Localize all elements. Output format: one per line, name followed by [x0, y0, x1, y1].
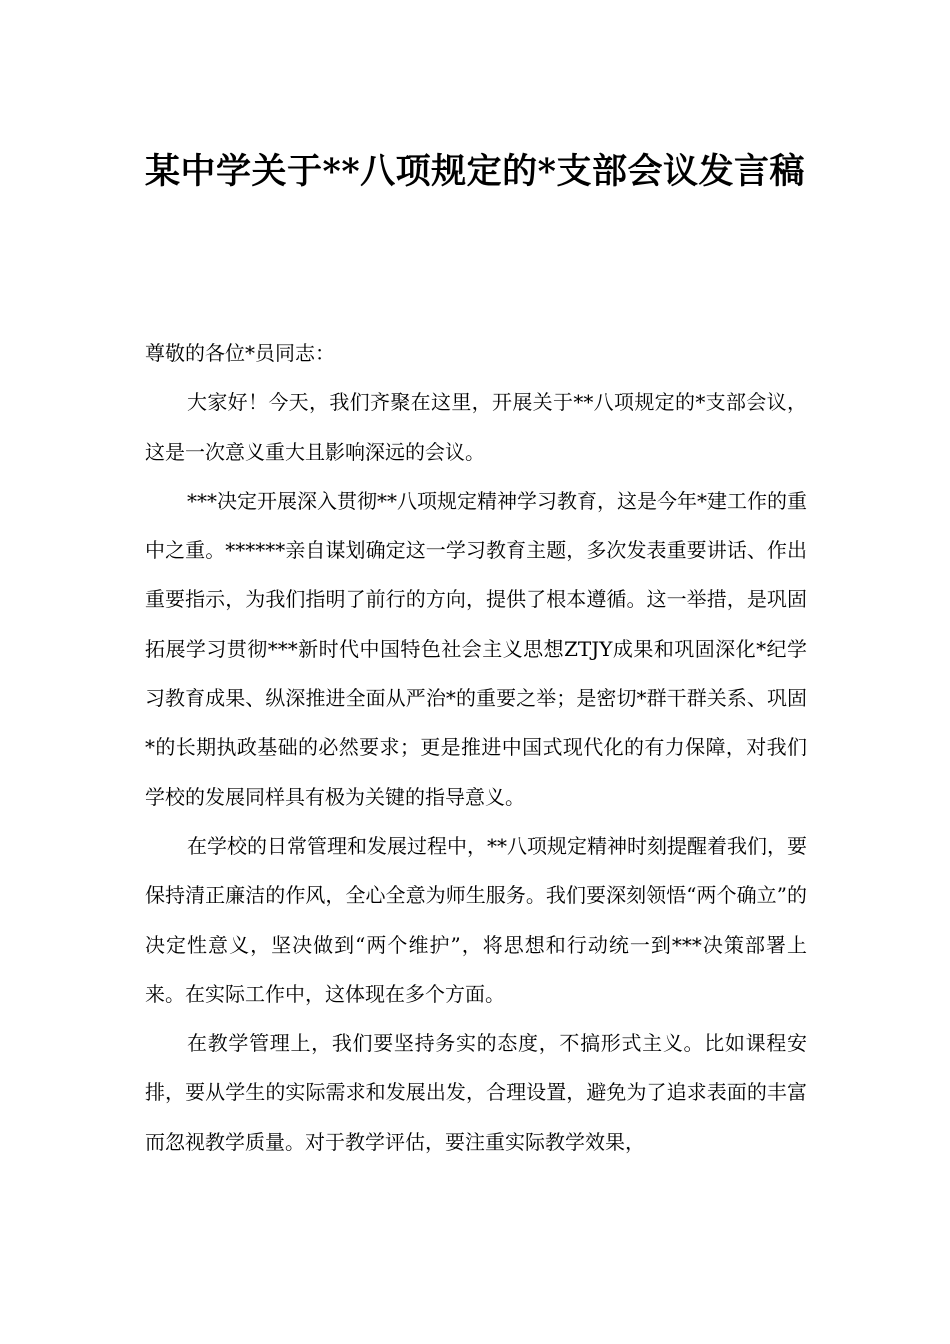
document-title: 某中学关于**八项规定的*支部会议发言稿: [145, 151, 805, 192]
document-body: [145, 329, 807, 1167]
paragraph: 在学校的日常管理和发展过程中，**八项规定精神时刻提醒着我们，要保持清正廉洁的作风，全心全意为师生服务。我们要深刻领悟“两个确立”的决定性意义，坚决做到“两个维护”，将思想和行动统一到***决策部署上来。在实际工作中，这体现在多个方面。: [145, 833, 807, 1006]
paragraph: 在教学管理上，我们要坚持务实的态度，不搞形式主义。比如课程安排，要从学生的实际需求和发展出发，合理设置，避免为了追求表面的丰富而忽视教学质量。对于教学评估，要注重实际教学效果，: [145, 1031, 807, 1154]
salutation: 尊敬的各位*员同志：: [145, 341, 335, 365]
paragraph: ***决定开展深入贯彻**八项规定精神学习教育，这是今年*建工作的重中之重。******亲自谋划确定这一学习教育主题，多次发表重要讲话、作出重要指示，为我们指明了前行的方向，提供了根本遵循。这一举措，是巩固拓展学习贯彻***新时代中国特色社会主义思想ZTJY成果和巩固深化*纪学习教育成果、纵深推进全面从严治*的重要之举；是密切*群干群关系、巩固*的长期执政基础的必然要求；更是推进中国式现代化的有力保障，对我们学校的发展同样具有极为关键的指导意义。: [145, 488, 807, 809]
paragraph: 大家好！今天，我们齐聚在这里，开展关于**八项规定的*支部会议，这是一次意义重大且影响深远的会议。: [145, 390, 807, 464]
